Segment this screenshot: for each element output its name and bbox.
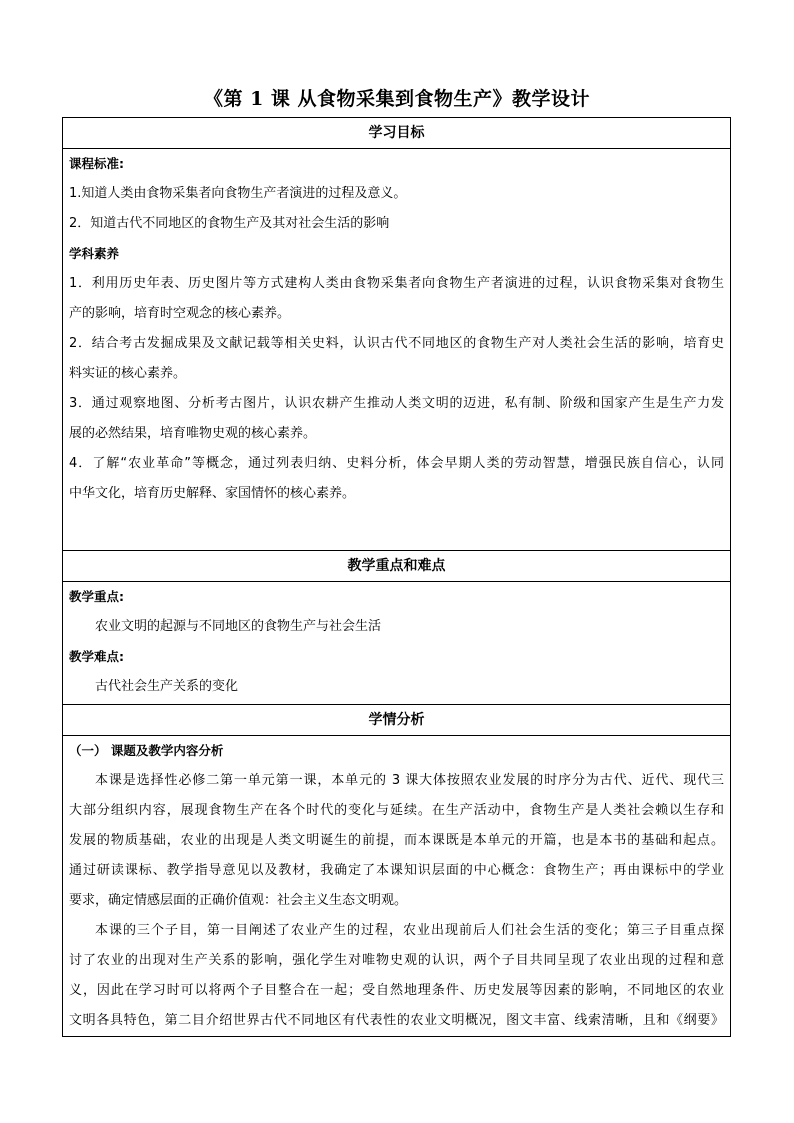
literacy-line: 2．结合考古发掘成果及文献记载等相关史料，认识古代不同地区的食物生产对人类社会生活的影响，培育史 (69, 336, 724, 351)
analysis-paragraph-line: 义，因此在学习时可以将两个子目整合在一起；受自然地理条件、历史发展等因素的影响，不同地区的农业 (69, 983, 724, 998)
literacy-line: 1．利用历史年表、历史图片等方式建构人类由食物采集者向食物生产者演进的过程，认识食物采集对食物生 (69, 276, 724, 291)
section-header-learning-analysis: 学情分析 (63, 704, 730, 736)
analysis-paragraph-line: 发展的物质基础，农业的出现是人类文明诞生的前提，而本课既是本单元的开篇，也是本书的基础和起点。 (69, 833, 724, 848)
analysis-paragraph-line: 讨了农业的出现对生产关系的影响，强化学生对唯物史观的认识，两个子目共同呈现了农业出现的过程和意 (69, 953, 724, 968)
analysis-paragraph-line: 本课是选择性必修二第一单元第一课，本单元的 3 课大体按照农业发展的时序分为古代、近代、现代三 (95, 773, 724, 788)
subject-literacy-label: 学科素养 (69, 246, 120, 261)
standard-item: 1.知道人类由食物采集者向食物生产者演进的过程及意义。 (69, 186, 407, 201)
lesson-plan-table (62, 117, 731, 1037)
standard-item: 2．知道古代不同地区的食物生产及其对社会生活的影响 (69, 216, 390, 231)
analysis-paragraph-line: 文明各具特色，第二目介绍世界古代不同地区有代表性的农业文明概况，图文丰富、线索清晰，且和《纲要》 (69, 1013, 724, 1028)
literacy-line: 料实证的核心素养。 (69, 366, 187, 381)
curriculum-standard-label: 课程标准: (69, 156, 124, 171)
literacy-line: 4．了解“农业革命”等概念，通过列表归纳、史料分析，体会早期人类的劳动智慧，增强民族自信心，认同 (69, 456, 724, 471)
section-header-learning-objectives: 学习目标 (63, 118, 730, 149)
literacy-line: 产的影响，培育时空观念的核心素养。 (69, 306, 291, 321)
literacy-line: 展的必然结果，培育唯物史观的核心素养。 (69, 426, 317, 441)
literacy-line: 中华文化，培育历史解释、家国情怀的核心素养。 (69, 486, 356, 501)
literacy-line: 3．通过观察地图、分析考古图片，认识农耕产生推动人类文明的迈进，私有制、阶级和国家产生是生产力发 (69, 396, 724, 411)
teaching-key-label: 教学重点: (69, 589, 124, 604)
learning-analysis-body (63, 736, 730, 1036)
section-header-key-points: 教学重点和难点 (63, 550, 730, 582)
analysis-paragraph-line: 本课的三个子目，第一目阐述了农业产生的过程，农业出现前后人们社会生活的变化；第三子目重点探 (95, 923, 724, 938)
teaching-difficulty-text: 古代社会生产关系的变化 (95, 679, 239, 694)
analysis-paragraph-line: 要求，确定情感层面的正确价值观：社会主义生态文明观。 (69, 893, 408, 908)
learning-objectives-body (63, 149, 730, 550)
teaching-difficulty-label: 教学难点: (69, 649, 124, 664)
teaching-key-text: 农业文明的起源与不同地区的食物生产与社会生活 (95, 619, 382, 634)
analysis-paragraph-line: 通过研读课标、教学指导意见以及教材，我确定了本课知识层面的中心概念：食物生产；再由课标中的学业 (69, 863, 724, 878)
key-points-body (63, 582, 730, 704)
document-title: 《第 1 课 从食物采集到食物生产》教学设计 (203, 88, 591, 110)
analysis-paragraph-line: 大部分组织内容，展现食物生产在各个时代的变化与延续。在生产活动中，食物生产是人类社会赖以生存和 (69, 803, 724, 818)
analysis-subheading: （一） 课题及教学内容分析 (69, 743, 224, 758)
